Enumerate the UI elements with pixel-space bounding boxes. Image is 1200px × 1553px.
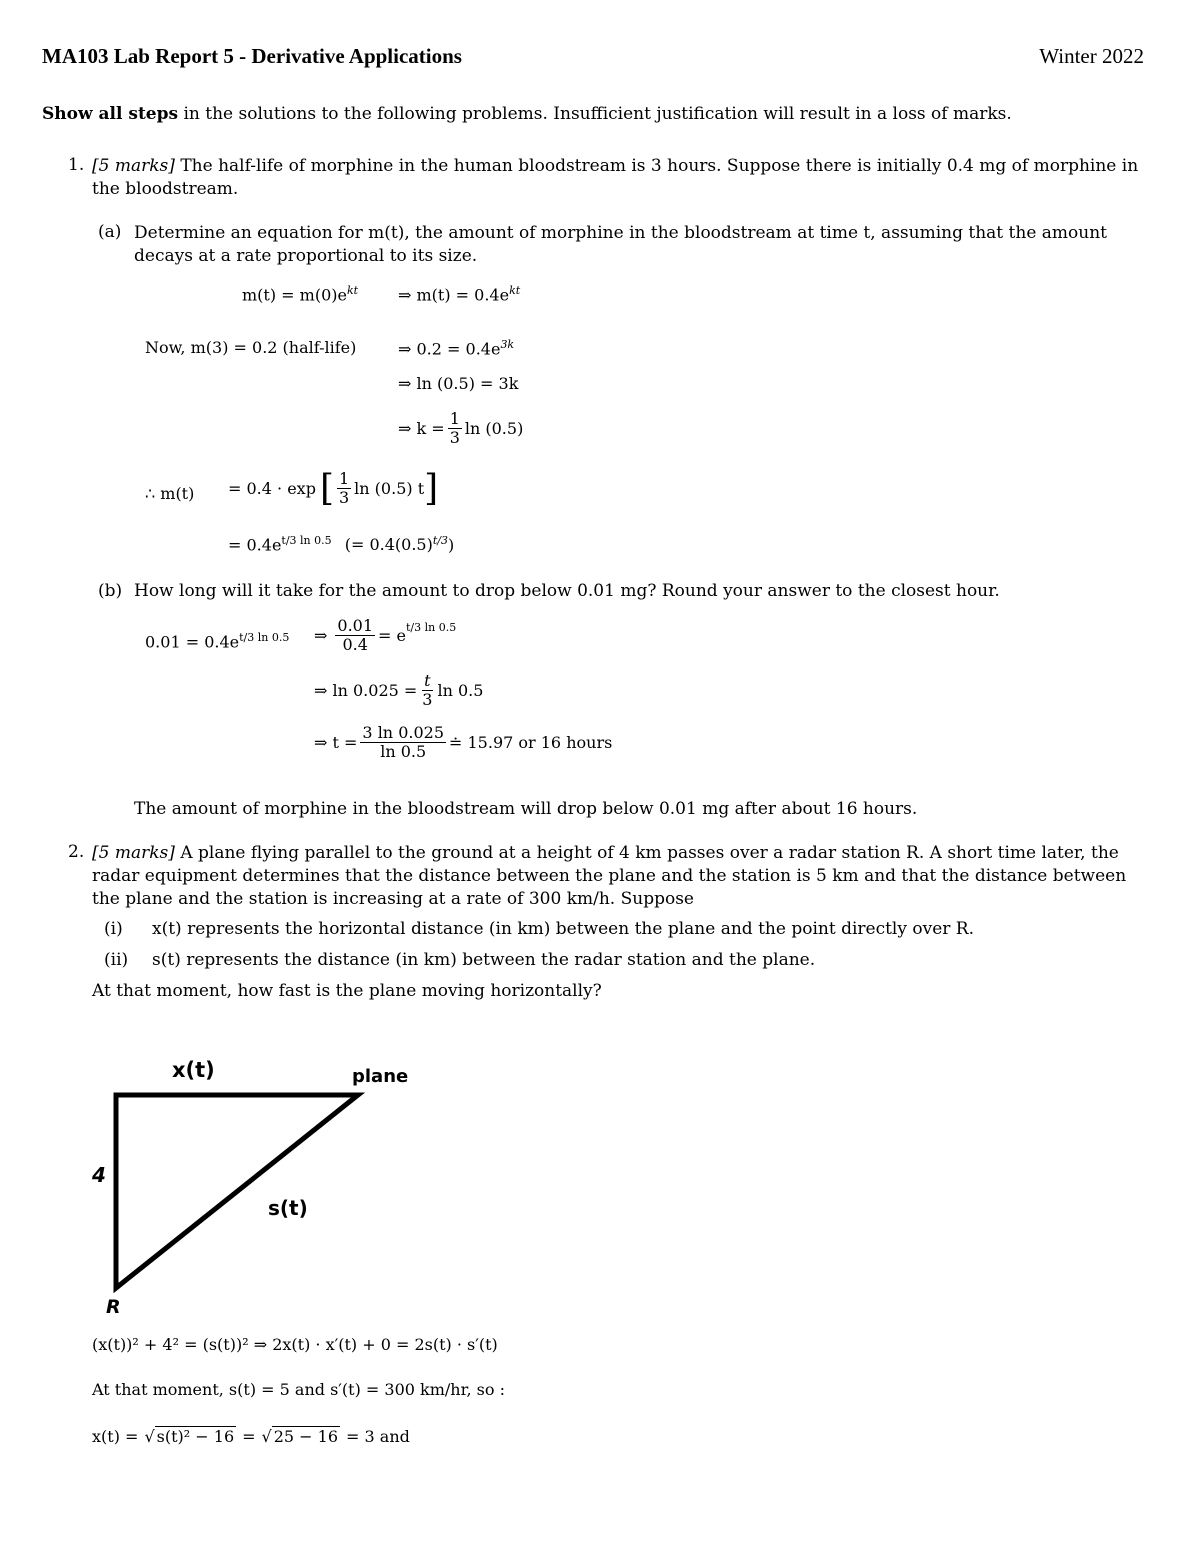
q1-text [92, 155, 1148, 201]
q2-solution-line1: (x(t))² + 4² = (s(t))² ⇒ 2x(t) · x′(t) + 0 = 2s(t) · s′(t) [92, 1335, 498, 1354]
label-s-t: s(t) [268, 1196, 308, 1220]
q1b-label: (b) [98, 581, 123, 601]
q2-number: 2. [68, 842, 85, 862]
q2-body: A plane flying parallel to the ground at a height of 4 km passes over a radar station R. A short time later, the radar equipment determines that the distance between the plane and the station is 5 km and that the distance between the plane and the station is increasing at a rate of 300 km/h. Suppose [92, 843, 1127, 909]
q2-solution-line2: At that moment, s(t) = 5 and s′(t) = 300 km/hr, so : [92, 1380, 505, 1399]
instructions-text: in the solutions to the following problems. Insufficient justification will result in a loss of marks. [183, 104, 1012, 124]
q2-text [92, 842, 1148, 911]
label-height-4: 4 [92, 1163, 106, 1187]
q1-marks: [5 marks] [92, 156, 175, 176]
q1a-eq3: ⇒ ln (0.5) = 3k [398, 374, 519, 393]
q1a-eq4: ⇒ k = $\frac{1}{3}$ ln (0.5) [398, 409, 524, 448]
instructions [42, 104, 1012, 124]
q1-body: The half-life of morphine in the human bloodstream is 3 hours. Suppose there is initially 0.4 mg of morphine in the bloodstream. [92, 156, 1139, 199]
q1a-eq1-right: ⇒ $m(t) = 0.4e^{kt}$ [398, 284, 521, 305]
label-R: R [106, 1296, 121, 1318]
q1a-eq5-left: ∴ m(t) [145, 484, 195, 503]
q1a-eq5-right: = 0.4 · exp [ $\frac{1}{3}$ ln (0.5) t ] [228, 467, 439, 509]
q2-marks: [5 marks] [92, 843, 175, 863]
q1b-eq1-left: $0.01 = 0.4e^{t/3 ln 0.5}$ [145, 631, 290, 652]
q1a-eq1-left: $m(t) = m(0)e^{kt}$ [242, 284, 359, 305]
q2-solution-line3: x(t) = √ s(t)² − 16 = √ 25 − 16 = 3 and [92, 1426, 410, 1446]
q1b-conclusion: The amount of morphine in the bloodstream will drop below 0.01 mg after about 16 hours. [134, 799, 918, 819]
q2-item-ii-label: (ii) [104, 950, 129, 970]
q1b-eq2: ⇒ ln 0.025 = $\frac{t}{3}$ ln 0.5 [314, 671, 484, 710]
q1b-eq1-right: ⇒ $\frac{0.01}{0.4}$ = e $^{t/3 ln 0.5}$ [314, 616, 457, 655]
triangle-diagram [80, 1050, 440, 1320]
q2-item-ii-text: s(t) represents the distance (in km) between the radar station and the plane. [152, 950, 816, 970]
term-label: Winter 2022 [1039, 44, 1144, 68]
triangle-shape [116, 1095, 358, 1288]
q2-item-i-label: (i) [104, 919, 123, 939]
q2-question: At that moment, how fast is the plane moving horizontally? [92, 981, 602, 1001]
q1a-label: (a) [98, 222, 122, 242]
q1b-eq3: ⇒ t = $\frac{3 \ln 0.025}{\ln 0.5}$ ≐ 15.97 or 16 hours [314, 723, 613, 762]
q1-number: 1. [68, 155, 85, 175]
label-plane: plane [352, 1066, 409, 1087]
page-title: MA103 Lab Report 5 - Derivative Applications [42, 44, 462, 68]
q1a-eq6: = $0.4e^{t/3 ln 0.5}$ (= $0.4(0.5)^{t/3}$) [228, 534, 455, 555]
q1a-eq2-right: ⇒ $0.2 = 0.4e^{3k}$ [398, 338, 515, 359]
q1a-text: Determine an equation for m(t), the amount of morphine in the bloodstream at time t, assuming that the amount decays at a rate proportional to its size. [134, 223, 1108, 266]
q1b-text: How long will it take for the amount to drop below 0.01 mg? Round your answer to the closest hour. [134, 581, 1000, 601]
label-x-t: x(t) [172, 1058, 215, 1082]
q1a-eq2-left: Now, m(3) = 0.2 (half-life) [145, 338, 357, 357]
q2-item-i-text: x(t) represents the horizontal distance (in km) between the plane and the point directly over R. [152, 919, 975, 939]
instructions-bold: Show all steps [42, 104, 179, 124]
